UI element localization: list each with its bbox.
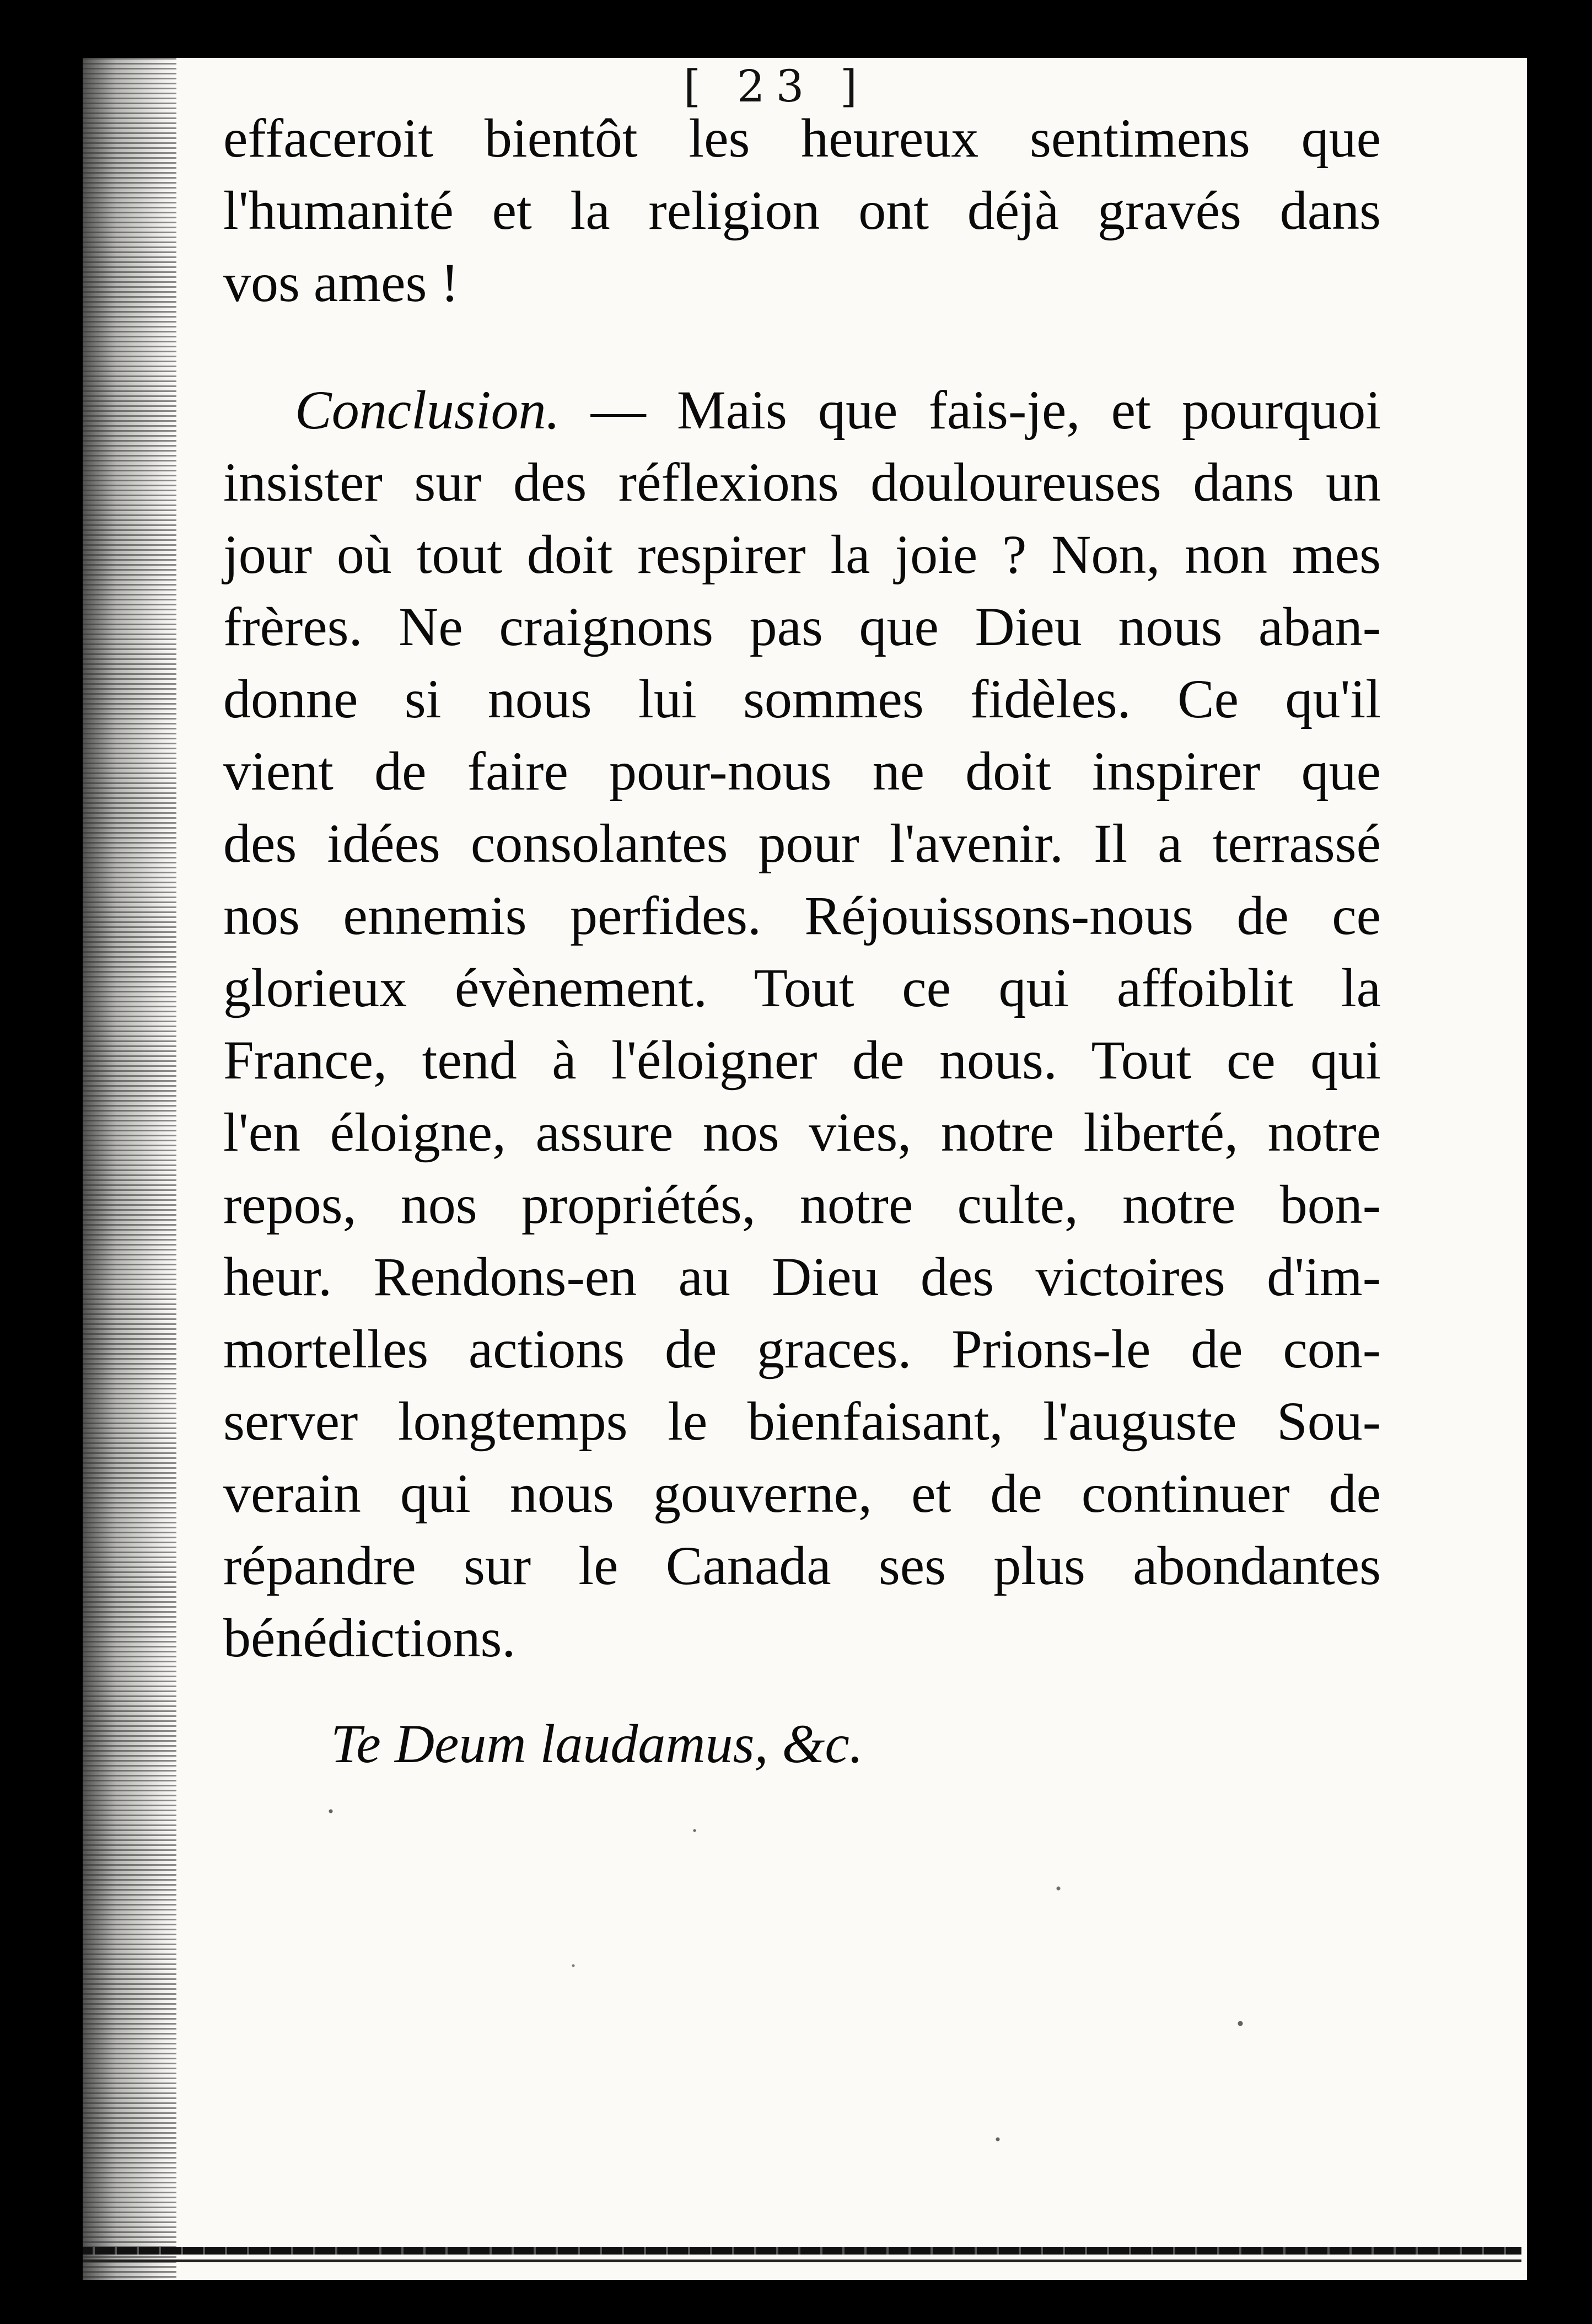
- binding-edge: [1527, 58, 1552, 2280]
- closing-line: Te Deum laudamus, &c.: [331, 1713, 863, 1774]
- text-line: server longtemps le bienfaisant, l'auguste Sou-: [223, 1391, 1381, 1452]
- text-line: bénédictions.: [223, 1607, 516, 1668]
- text-line: effaceroit bientôt les heureux sentimens que: [223, 108, 1381, 169]
- paragraph-gap: [223, 319, 1381, 374]
- text-line: vient de faire pour-nous ne doit inspirer que: [223, 740, 1381, 802]
- bottom-edge-rule-thin: [83, 2259, 1521, 2262]
- text-line: France, tend à l'éloigner de nous. Tout ce qui: [223, 1029, 1381, 1091]
- text-line: des idées consolantes pour l'avenir. Il a terrassé: [223, 813, 1381, 874]
- text-line: repos, nos propriétés, notre culte, notre bon-: [223, 1174, 1381, 1235]
- bottom-edge-rule: [83, 2247, 1521, 2255]
- text-line: vos ames !: [223, 252, 459, 313]
- text-line: jour où tout doit respirer la joie ? Non, non mes: [223, 524, 1381, 585]
- scan-specks: [209, 1792, 1422, 2178]
- text-line: l'humanité et la religion ont déjà gravés dans: [223, 180, 1381, 241]
- text-line: verain qui nous gouverne, et de continuer de: [223, 1463, 1381, 1524]
- text-line: l'en éloigne, assure nos vies, notre liberté, notre: [223, 1102, 1381, 1163]
- text-line: glorieux évènement. Tout ce qui affoiblit la: [223, 957, 1381, 1018]
- text-line-conclusion: Conclusion. — Mais que fais-je, et pourquoi: [295, 379, 1381, 441]
- text-line: frères. Ne craignons pas que Dieu nous aban-: [223, 596, 1381, 657]
- page-number: [ 23 ]: [684, 61, 869, 112]
- binding-gap: [1521, 58, 1527, 2280]
- conclusion-label: Conclusion.: [295, 379, 560, 441]
- text-line: mortelles actions de graces. Prions-le de con-: [223, 1318, 1381, 1380]
- text-line: donne si nous lui sommes fidèles. Ce qu'il: [223, 668, 1381, 729]
- paragraph-1: [223, 102, 1381, 319]
- body-text: [223, 102, 1381, 1674]
- page-edge-shadow: [83, 58, 176, 2280]
- text-line: heur. Rendons-en au Dieu des victoires d'im-: [223, 1246, 1381, 1307]
- text-line: nos ennemis perfides. Réjouissons-nous de ce: [223, 885, 1381, 946]
- paragraph-2: [223, 374, 1381, 1674]
- text-line: répandre sur le Canada ses plus abondantes: [223, 1535, 1381, 1596]
- text-line: insister sur des réflexions douloureuses dans un: [223, 452, 1381, 513]
